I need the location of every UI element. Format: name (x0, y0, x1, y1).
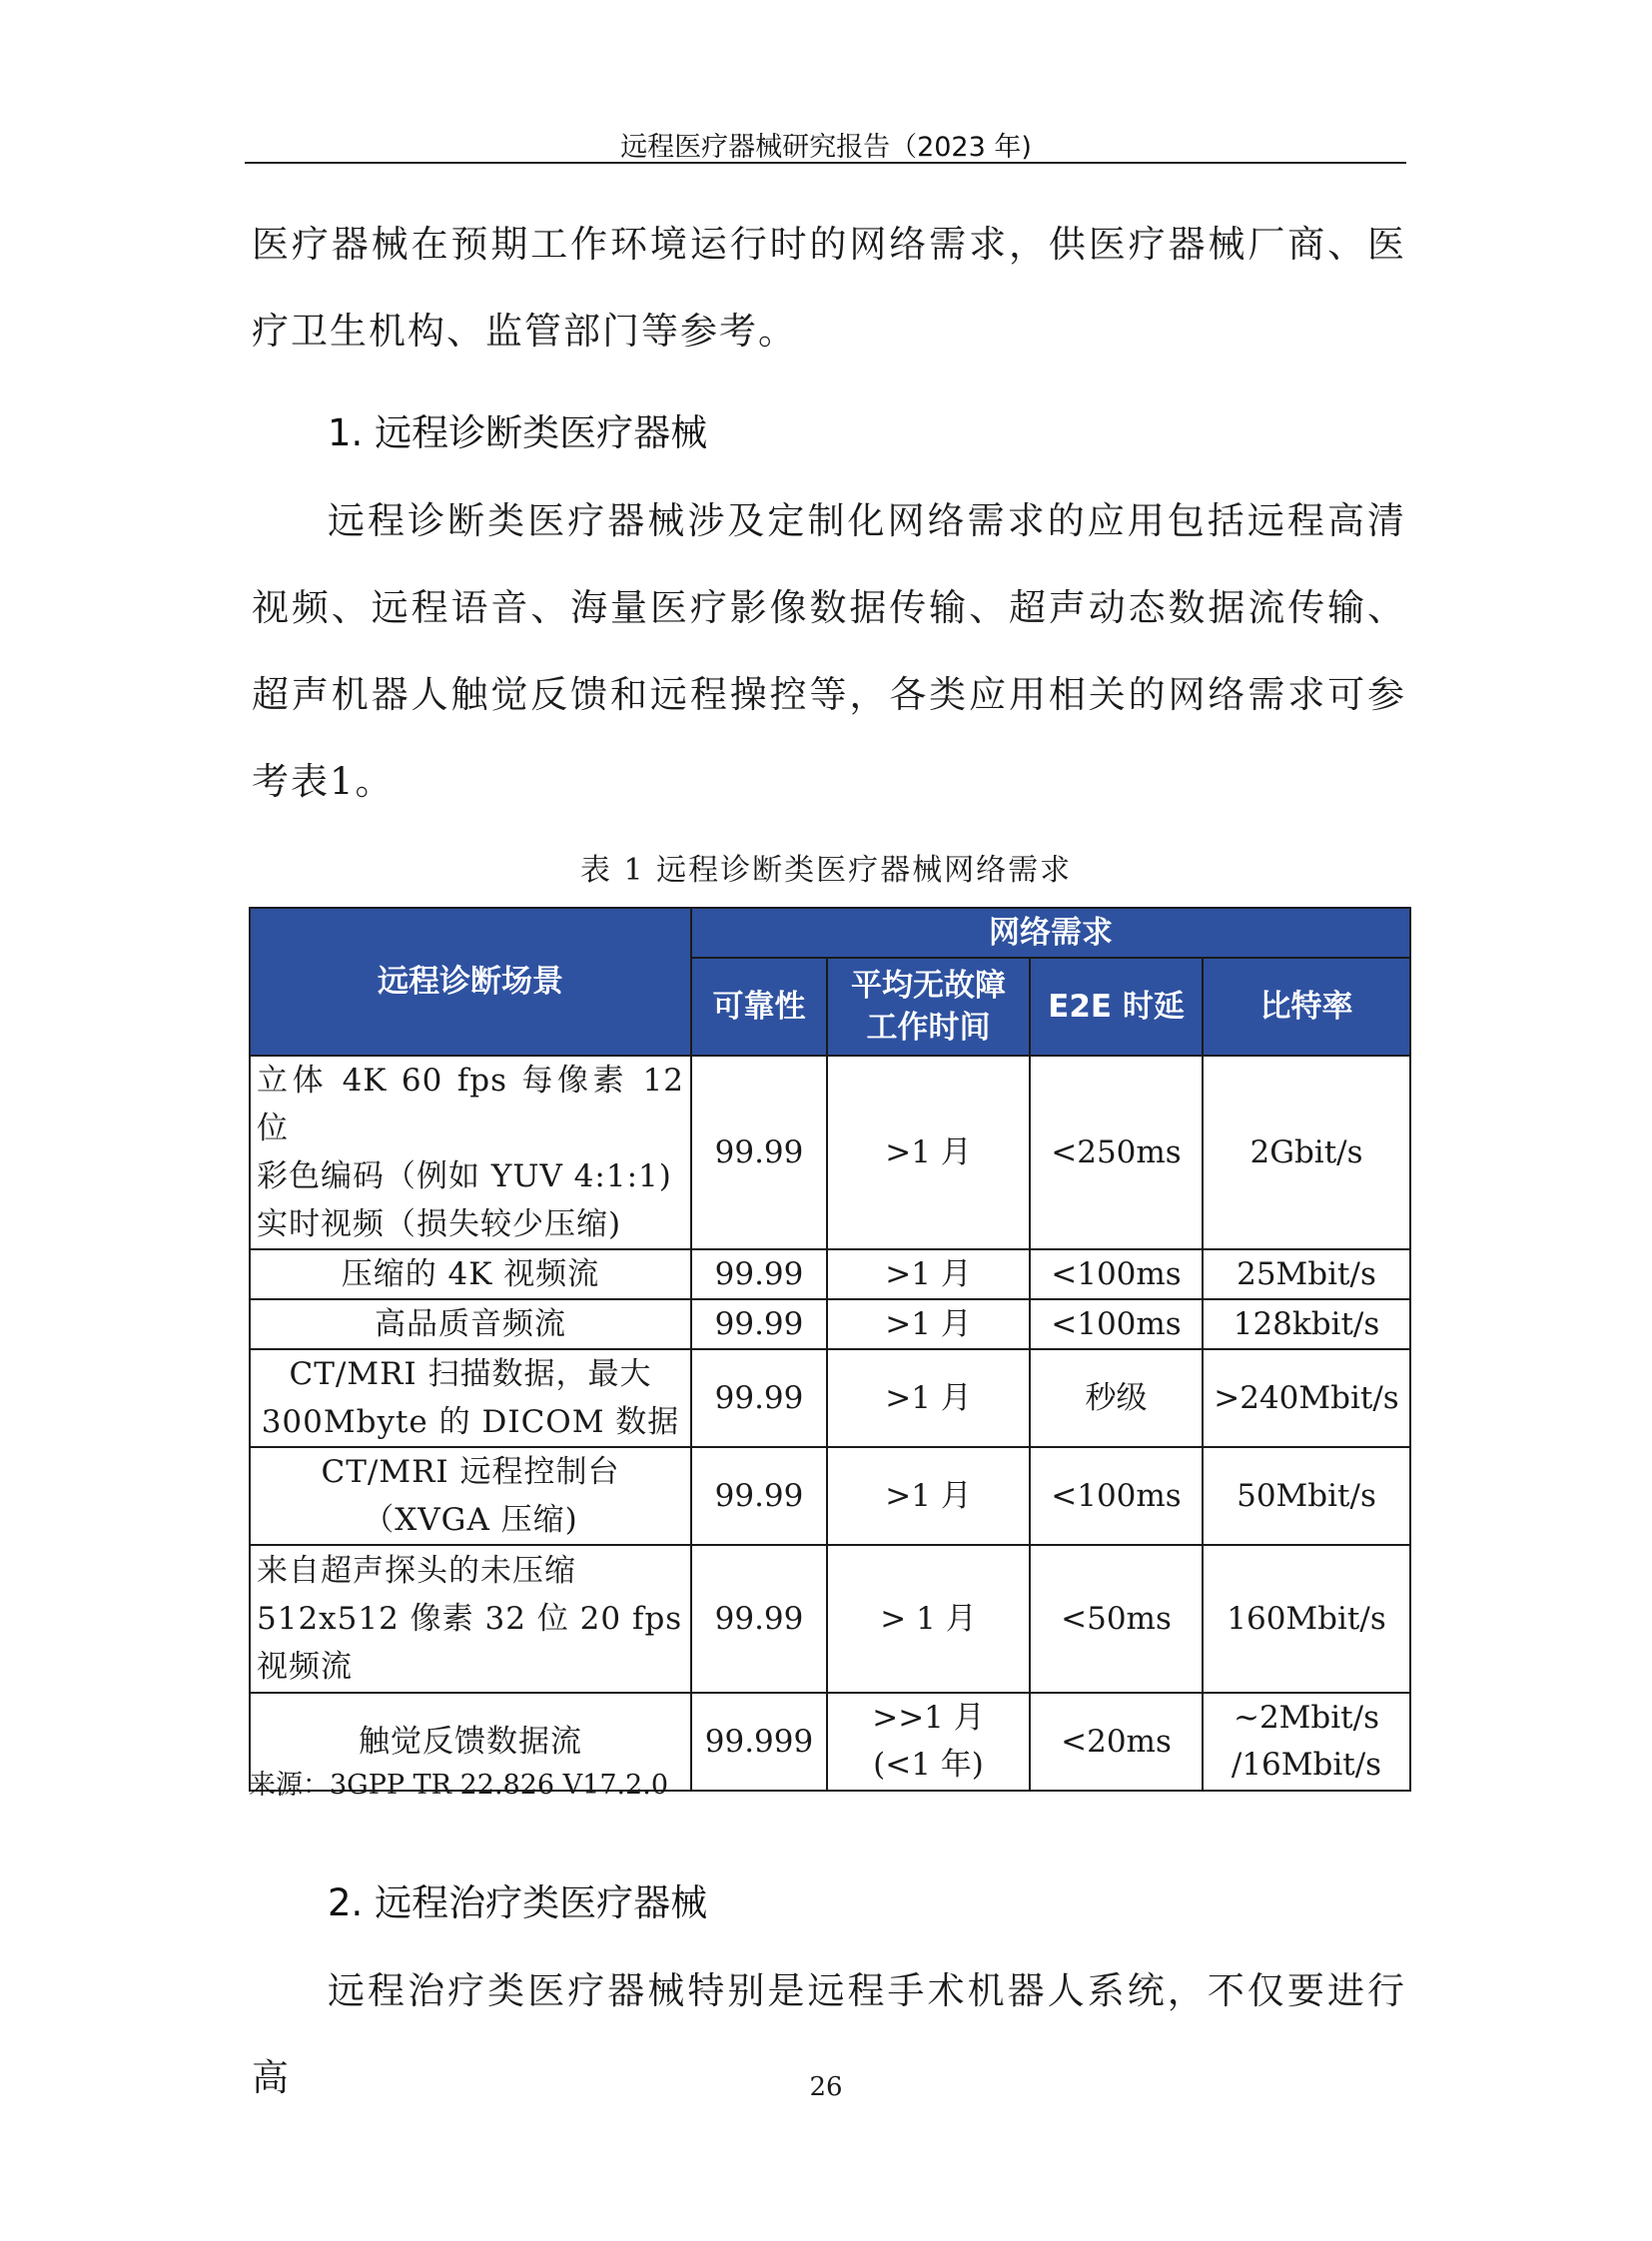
header-network-requirements: 网络需求 (691, 908, 1410, 958)
scene-line: 512x512 像素 32 位 20 fps (257, 1601, 683, 1637)
header-scene: 远程诊断场景 (250, 908, 691, 1056)
header-bitrate: 比特率 (1203, 958, 1410, 1056)
table-row (250, 1299, 1410, 1349)
mtbf-line: (<1 年) (873, 1747, 984, 1783)
scene-line: （XVGA 压缩) (363, 1502, 578, 1538)
cell-reliability: 99.99 (691, 1545, 827, 1693)
page-number: 26 (809, 2072, 843, 2102)
cell-mtbf: >1 月 (827, 1249, 1030, 1299)
cell-mtbf: >1 月 (827, 1447, 1030, 1545)
cell-mtbf: >1 月 (827, 1349, 1030, 1447)
section-heading-2: 2. 远程治疗类医疗器械 (328, 1881, 708, 1924)
paragraph-intro: 医疗器械在预期工作环境运行时的网络需求，供医疗器械厂商、医疗卫生机构、监管部门等参考。 (252, 223, 1406, 353)
running-header-title: 远程医疗器械研究报告（2023 年) (620, 132, 1032, 163)
table-row (250, 1349, 1410, 1447)
table-row (250, 1447, 1410, 1545)
cell-latency: <100ms (1030, 1299, 1203, 1349)
cell-scene: 高品质音频流 (250, 1299, 691, 1349)
scene-line: 视频流 (257, 1649, 353, 1685)
scene-line: CT/MRI 远程控制台 (321, 1454, 620, 1490)
cell-mtbf: > 1 月 (827, 1545, 1030, 1693)
scene-line: CT/MRI 扫描数据，最大 (289, 1356, 652, 1392)
table-caption: 表 1 远程诊断类医疗器械网络需求 (579, 853, 1073, 888)
cell-latency: <20ms (1030, 1693, 1203, 1791)
scene-line: 300Mbyte 的 DICOM 数据 (261, 1404, 680, 1440)
table-row (250, 1545, 1410, 1693)
table-source-note: 来源：3GPP TR 22.826 V17.2.0 (249, 1770, 669, 1801)
cell-latency: <100ms (1030, 1447, 1203, 1545)
scene-line: 来自超声探头的未压缩 (257, 1553, 576, 1589)
cell-bitrate: 160Mbit/s (1203, 1545, 1410, 1693)
cell-latency: <250ms (1030, 1056, 1203, 1249)
cell-reliability: 99.99 (691, 1447, 827, 1545)
cell-mtbf: >1 月 (827, 1299, 1030, 1349)
cell-bitrate: 50Mbit/s (1203, 1447, 1410, 1545)
cell-scene: 触觉反馈数据流 (250, 1693, 691, 1791)
cell-reliability: 99.99 (691, 1349, 827, 1447)
cell-bitrate: >240Mbit/s (1203, 1349, 1410, 1447)
cell-reliability: 99.99 (691, 1056, 827, 1249)
cell-scene (250, 1056, 691, 1249)
scene-line: 实时视频（损失较少压缩) (257, 1206, 622, 1242)
network-requirements-table (249, 907, 1411, 1792)
cell-scene (250, 1349, 691, 1447)
cell-reliability: 99.999 (691, 1693, 827, 1791)
cell-reliability: 99.99 (691, 1249, 827, 1299)
cell-scene (250, 1545, 691, 1693)
section-heading-1: 1. 远程诊断类医疗器械 (328, 411, 708, 454)
cell-scene: 压缩的 4K 视频流 (250, 1249, 691, 1299)
table-row (250, 1249, 1410, 1299)
cell-bitrate: 25Mbit/s (1203, 1249, 1410, 1299)
header-mtbf (827, 958, 1030, 1056)
cell-mtbf (827, 1693, 1030, 1791)
cell-bitrate: 2Gbit/s (1203, 1056, 1410, 1249)
cell-latency: <50ms (1030, 1545, 1203, 1693)
scene-line: 立体 4K 60 fps 每像素 12 位 (257, 1063, 684, 1146)
header-mtbf-line2: 工作时间 (866, 1010, 991, 1046)
cell-scene (250, 1447, 691, 1545)
paragraph-remote-diagnosis: 远程诊断类医疗器械涉及定制化网络需求的应用包括远程高清视频、远程语音、海量医疗影像数据传输、超声动态数据流传输、超声机器人触觉反馈和远程操控等，各类应用相关的网络需求可参考表1。 (252, 499, 1406, 803)
cell-bitrate: 128kbit/s (1203, 1299, 1410, 1349)
header-rule (245, 162, 1406, 164)
bitrate-line: /16Mbit/s (1231, 1747, 1382, 1783)
header-latency: E2E 时延 (1030, 958, 1203, 1056)
cell-bitrate (1203, 1693, 1410, 1791)
table-row (250, 1056, 1410, 1249)
cell-latency: 秒级 (1030, 1349, 1203, 1447)
cell-reliability: 99.99 (691, 1299, 827, 1349)
paragraph-remote-treatment: 远程治疗类医疗器械特别是远程手术机器人系统，不仅要进行高 (252, 1969, 1406, 2099)
cell-mtbf: >1 月 (827, 1056, 1030, 1249)
header-reliability: 可靠性 (691, 958, 827, 1056)
cell-latency: <100ms (1030, 1249, 1203, 1299)
mtbf-line: >>1 月 (872, 1700, 985, 1736)
header-mtbf-line1: 平均无故障 (851, 968, 1006, 1004)
scene-line: 彩色编码（例如 YUV 4:1:1) (257, 1158, 672, 1194)
bitrate-line: ~2Mbit/s (1233, 1700, 1379, 1736)
